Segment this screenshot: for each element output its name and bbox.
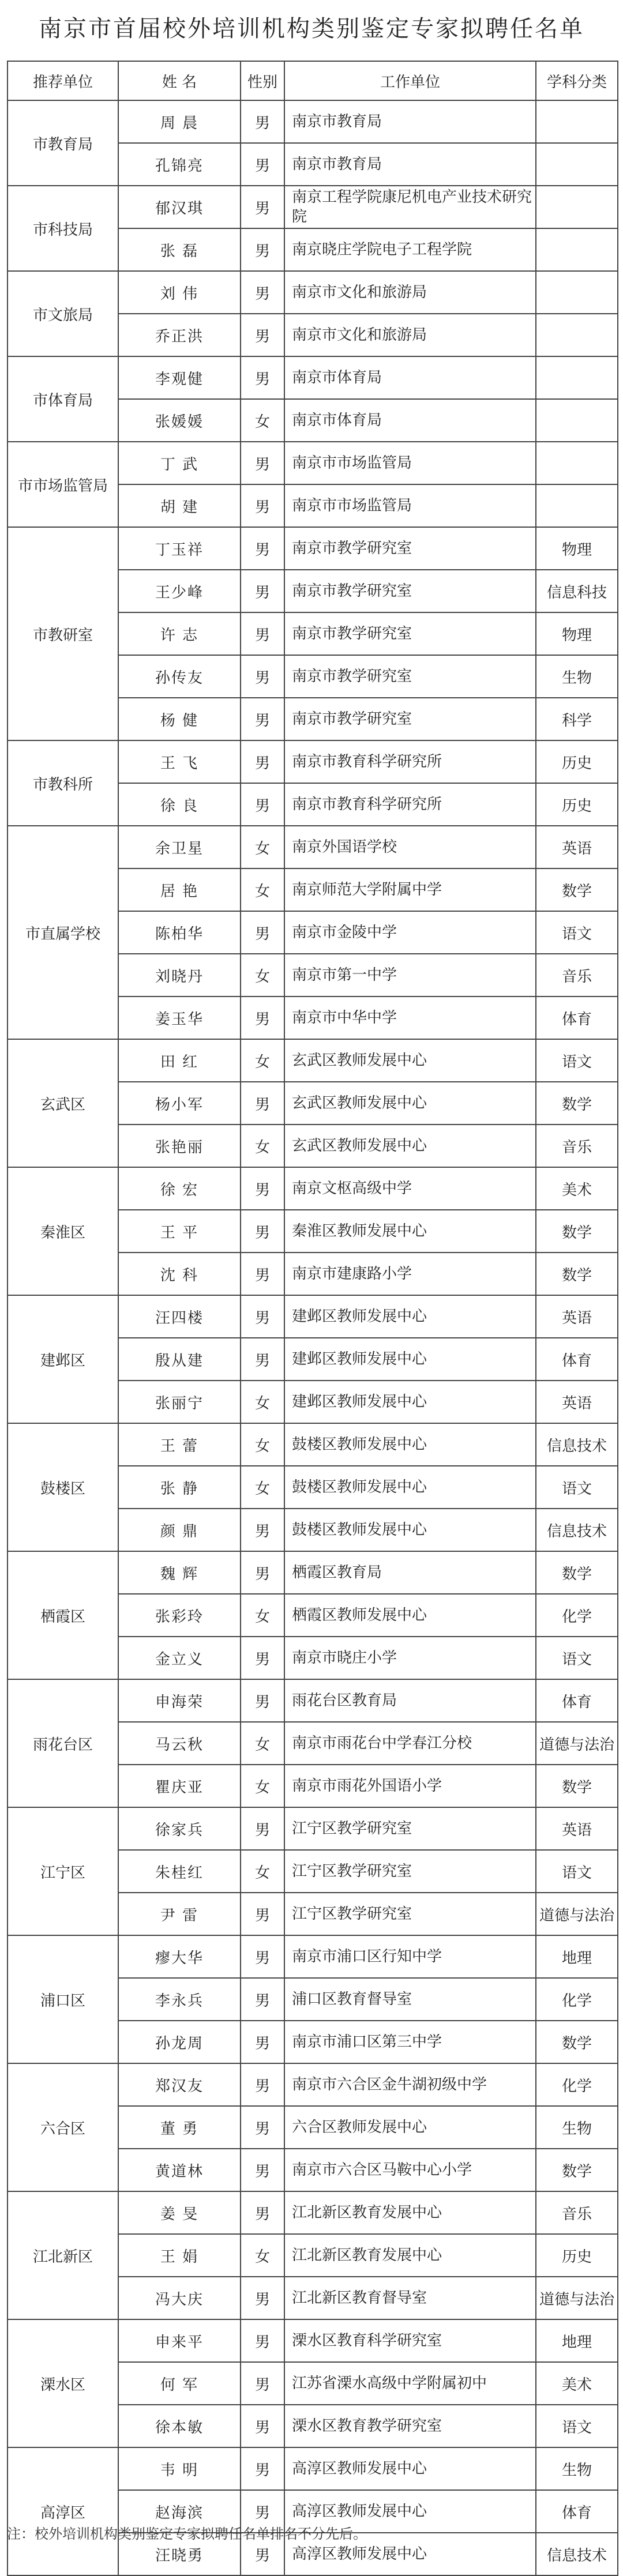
subject-category: 音乐 xyxy=(536,954,618,996)
expert-sex: 男 xyxy=(241,2149,284,2191)
expert-sex: 男 xyxy=(241,2106,284,2149)
recommending-unit: 市教科所 xyxy=(7,740,118,826)
subject-category: 物理 xyxy=(536,527,618,570)
recommending-unit: 鼓楼区 xyxy=(7,1423,118,1551)
subject-category: 道德与法治 xyxy=(536,1722,618,1765)
work-unit: 南京市晓庄小学 xyxy=(284,1637,536,1679)
table-row xyxy=(7,100,618,143)
table-row xyxy=(7,1679,618,1722)
subject-category: 地理 xyxy=(536,1935,618,1978)
subject-category: 信息技术 xyxy=(536,1423,618,1466)
work-unit: 南京市体育局 xyxy=(284,356,536,399)
expert-table xyxy=(7,61,618,2576)
work-unit: 南京市教育局 xyxy=(284,143,536,186)
expert-name: 瘳大华 xyxy=(118,1935,241,1978)
work-unit: 南京市教育局 xyxy=(284,100,536,143)
work-unit: 江苏省溧水高级中学附属初中 xyxy=(284,2362,536,2405)
expert-name: 杨 健 xyxy=(118,698,241,740)
expert-name: 王 蕾 xyxy=(118,1423,241,1466)
work-unit: 建邺区教师发展中心 xyxy=(284,1381,536,1423)
expert-sex: 男 xyxy=(241,2063,284,2106)
subject-category: 科学 xyxy=(536,698,618,740)
subject-category: 英语 xyxy=(536,1381,618,1423)
expert-sex: 男 xyxy=(241,1082,284,1125)
expert-name: 马云秋 xyxy=(118,1722,241,1765)
expert-name: 沈 科 xyxy=(118,1253,241,1295)
expert-sex: 男 xyxy=(241,612,284,655)
subject-category: 数学 xyxy=(536,868,618,911)
work-unit: 南京市教学研究室 xyxy=(284,655,536,698)
table-row xyxy=(7,2319,618,2362)
work-unit: 南京市中华中学 xyxy=(284,996,536,1039)
expert-sex: 男 xyxy=(241,1935,284,1978)
expert-name: 孙传友 xyxy=(118,655,241,698)
expert-name: 何 军 xyxy=(118,2362,241,2405)
expert-name: 申海荣 xyxy=(118,1679,241,1722)
expert-name: 张媛媛 xyxy=(118,399,241,442)
subject-category: 语文 xyxy=(536,1466,618,1509)
expert-sex: 男 xyxy=(241,698,284,740)
expert-sex: 女 xyxy=(241,826,284,868)
recommending-unit: 江北新区 xyxy=(7,2191,118,2319)
subject-category: 体育 xyxy=(536,1338,618,1381)
work-unit: 南京市教学研究室 xyxy=(284,527,536,570)
expert-name: 余卫星 xyxy=(118,826,241,868)
subject-category: 体育 xyxy=(536,1679,618,1722)
footnote: 注：校外培训机构类别鉴定专家拟聘任名单排名不分先后。 xyxy=(7,2526,367,2542)
expert-name: 丁玉祥 xyxy=(118,527,241,570)
table-row xyxy=(7,1551,618,1594)
expert-sex: 男 xyxy=(241,1807,284,1850)
work-unit: 南京市教学研究室 xyxy=(284,570,536,612)
expert-name: 赵海滨 xyxy=(118,2490,241,2533)
header-subject: 学科分类 xyxy=(536,61,618,100)
expert-name: 申来平 xyxy=(118,2319,241,2362)
work-unit: 江宁区教学研究室 xyxy=(284,1893,536,1935)
expert-name: 汪四楼 xyxy=(118,1295,241,1338)
work-unit: 玄武区教师发展中心 xyxy=(284,1125,536,1167)
work-unit: 高淳区教师发展中心 xyxy=(284,2533,536,2575)
expert-name: 朱桂红 xyxy=(118,1850,241,1893)
expert-sex: 女 xyxy=(241,1466,284,1509)
recommending-unit: 江宁区 xyxy=(7,1807,118,1935)
subject-category: 语文 xyxy=(536,2405,618,2447)
expert-sex: 男 xyxy=(241,570,284,612)
work-unit: 南京工程学院康尼机电产业技术研究院 xyxy=(284,186,536,228)
recommending-unit: 市教育局 xyxy=(7,100,118,186)
expert-name: 田 红 xyxy=(118,1039,241,1082)
expert-sex: 男 xyxy=(241,527,284,570)
work-unit: 南京市雨花外国语小学 xyxy=(284,1765,536,1807)
subject-category: 历史 xyxy=(536,783,618,826)
subject-category: 生物 xyxy=(536,2447,618,2490)
work-unit: 南京市浦口区第三中学 xyxy=(284,2021,536,2063)
work-unit: 鼓楼区教师发展中心 xyxy=(284,1509,536,1551)
table-row xyxy=(7,186,618,228)
table-row xyxy=(7,2063,618,2106)
expert-name: 魏 辉 xyxy=(118,1551,241,1594)
expert-sex: 女 xyxy=(241,399,284,442)
subject-category: 英语 xyxy=(536,1807,618,1850)
work-unit: 建邺区教师发展中心 xyxy=(284,1338,536,1381)
expert-name: 王 平 xyxy=(118,1210,241,1253)
subject-category: 美术 xyxy=(536,2362,618,2405)
work-unit: 高淳区教师发展中心 xyxy=(284,2490,536,2533)
expert-name: 瞿庆亚 xyxy=(118,1765,241,1807)
subject-category: 历史 xyxy=(536,740,618,783)
work-unit: 鼓楼区教师发展中心 xyxy=(284,1466,536,1509)
subject-category: 英语 xyxy=(536,826,618,868)
work-unit: 江宁区教学研究室 xyxy=(284,1807,536,1850)
subject-category: 数学 xyxy=(536,2021,618,2063)
expert-name: 韦 明 xyxy=(118,2447,241,2490)
expert-name: 徐 良 xyxy=(118,783,241,826)
expert-name: 颜 鼎 xyxy=(118,1509,241,1551)
expert-sex: 男 xyxy=(241,2319,284,2362)
recommending-unit: 秦淮区 xyxy=(7,1167,118,1295)
subject-category: 语文 xyxy=(536,1637,618,1679)
subject-category xyxy=(536,186,618,228)
expert-sex: 男 xyxy=(241,356,284,399)
table-row xyxy=(7,356,618,399)
expert-sex: 男 xyxy=(241,2191,284,2234)
expert-name: 许 志 xyxy=(118,612,241,655)
subject-category xyxy=(536,143,618,186)
expert-name: 杨小军 xyxy=(118,1082,241,1125)
subject-category: 化学 xyxy=(536,1978,618,2021)
expert-name: 黄道林 xyxy=(118,2149,241,2191)
subject-category xyxy=(536,399,618,442)
expert-sex: 女 xyxy=(241,868,284,911)
expert-name: 王少峰 xyxy=(118,570,241,612)
work-unit: 栖霞区教师发展中心 xyxy=(284,1594,536,1637)
subject-category: 数学 xyxy=(536,2149,618,2191)
expert-sex: 女 xyxy=(241,1039,284,1082)
subject-category: 信息技术 xyxy=(536,1509,618,1551)
expert-name: 王 飞 xyxy=(118,740,241,783)
work-unit: 栖霞区教育局 xyxy=(284,1551,536,1594)
recommending-unit: 市教研室 xyxy=(7,527,118,740)
expert-sex: 男 xyxy=(241,228,284,271)
expert-name: 张彩玲 xyxy=(118,1594,241,1637)
table-row xyxy=(7,2191,618,2234)
expert-name: 胡 建 xyxy=(118,484,241,527)
expert-sex: 男 xyxy=(241,1893,284,1935)
subject-category: 数学 xyxy=(536,1253,618,1295)
expert-name: 姜 旻 xyxy=(118,2191,241,2234)
subject-category: 音乐 xyxy=(536,2191,618,2234)
expert-sex: 男 xyxy=(241,1295,284,1338)
work-unit: 南京晓庄学院电子工程学院 xyxy=(284,228,536,271)
subject-category: 数学 xyxy=(536,1765,618,1807)
recommending-unit: 栖霞区 xyxy=(7,1551,118,1679)
expert-sex: 女 xyxy=(241,1765,284,1807)
expert-name: 张 静 xyxy=(118,1466,241,1509)
work-unit: 南京市市场监管局 xyxy=(284,484,536,527)
recommending-unit: 市体育局 xyxy=(7,356,118,442)
recommending-unit: 市科技局 xyxy=(7,186,118,271)
expert-name: 姜玉华 xyxy=(118,996,241,1039)
expert-sex: 女 xyxy=(241,1125,284,1167)
expert-name: 郁汉琪 xyxy=(118,186,241,228)
table-row xyxy=(7,1807,618,1850)
work-unit: 雨花台区教育局 xyxy=(284,1679,536,1722)
subject-category xyxy=(536,314,618,356)
subject-category: 体育 xyxy=(536,996,618,1039)
expert-sex: 女 xyxy=(241,1850,284,1893)
header-name: 姓 名 xyxy=(118,61,241,100)
subject-category xyxy=(536,100,618,143)
table-row xyxy=(7,271,618,314)
expert-sex: 男 xyxy=(241,1978,284,2021)
expert-sex: 女 xyxy=(241,2234,284,2277)
subject-category xyxy=(536,442,618,484)
work-unit: 南京市建康路小学 xyxy=(284,1253,536,1295)
expert-name: 徐本敏 xyxy=(118,2405,241,2447)
table-row xyxy=(7,1167,618,1210)
table-row xyxy=(7,1039,618,1082)
subject-category: 信息技术 xyxy=(536,2533,618,2575)
subject-category xyxy=(536,484,618,527)
work-unit: 六合区教师发展中心 xyxy=(284,2106,536,2149)
expert-name: 刘晓丹 xyxy=(118,954,241,996)
expert-name: 董 勇 xyxy=(118,2106,241,2149)
subject-category: 体育 xyxy=(536,2490,618,2533)
subject-category xyxy=(536,356,618,399)
header-org: 工作单位 xyxy=(284,61,536,100)
table-row xyxy=(7,826,618,868)
expert-sex: 男 xyxy=(241,1679,284,1722)
work-unit: 南京市浦口区行知中学 xyxy=(284,1935,536,1978)
expert-name: 汪晓勇 xyxy=(118,2533,241,2575)
expert-sex: 男 xyxy=(241,2405,284,2447)
subject-category: 化学 xyxy=(536,2063,618,2106)
expert-sex: 女 xyxy=(241,1381,284,1423)
subject-category: 信息科技 xyxy=(536,570,618,612)
table-row xyxy=(7,442,618,484)
expert-name: 徐家兵 xyxy=(118,1807,241,1850)
expert-name: 周 晨 xyxy=(118,100,241,143)
work-unit: 南京市雨花台中学春江分校 xyxy=(284,1722,536,1765)
subject-category: 生物 xyxy=(536,2106,618,2149)
expert-sex: 男 xyxy=(241,783,284,826)
expert-sex: 男 xyxy=(241,2362,284,2405)
work-unit: 南京师范大学附属中学 xyxy=(284,868,536,911)
work-unit: 溧水区教育教学研究室 xyxy=(284,2405,536,2447)
expert-name: 冯大庆 xyxy=(118,2277,241,2319)
table-row xyxy=(7,527,618,570)
work-unit: 鼓楼区教师发展中心 xyxy=(284,1423,536,1466)
table-row xyxy=(7,740,618,783)
work-unit: 南京市第一中学 xyxy=(284,954,536,996)
recommending-unit: 市市场监管局 xyxy=(7,442,118,527)
work-unit: 南京外国语学校 xyxy=(284,826,536,868)
expert-sex: 男 xyxy=(241,314,284,356)
work-unit: 南京市金陵中学 xyxy=(284,911,536,954)
expert-sex: 男 xyxy=(241,100,284,143)
expert-name: 孔锦亮 xyxy=(118,143,241,186)
expert-name: 张艳丽 xyxy=(118,1125,241,1167)
work-unit: 玄武区教师发展中心 xyxy=(284,1039,536,1082)
work-unit: 浦口区教育督导室 xyxy=(284,1978,536,2021)
expert-sex: 女 xyxy=(241,1594,284,1637)
expert-name: 殷从建 xyxy=(118,1338,241,1381)
expert-sex: 女 xyxy=(241,954,284,996)
subject-category: 语文 xyxy=(536,1039,618,1082)
work-unit: 溧水区教育科学研究室 xyxy=(284,2319,536,2362)
page-title: 南京市首届校外培训机构类别鉴定专家拟聘任名单 xyxy=(39,16,584,42)
expert-sex: 女 xyxy=(241,1423,284,1466)
table-header-row xyxy=(7,61,618,100)
work-unit: 南京市六合区马鞍中心小学 xyxy=(284,2149,536,2191)
subject-category: 数学 xyxy=(536,1082,618,1125)
expert-name: 乔正洪 xyxy=(118,314,241,356)
subject-category: 物理 xyxy=(536,612,618,655)
subject-category: 数学 xyxy=(536,1551,618,1594)
subject-category: 语文 xyxy=(536,1850,618,1893)
expert-name: 居 艳 xyxy=(118,868,241,911)
expert-name: 丁 武 xyxy=(118,442,241,484)
subject-category xyxy=(536,271,618,314)
expert-sex: 女 xyxy=(241,1722,284,1765)
work-unit: 南京市体育局 xyxy=(284,399,536,442)
work-unit: 江北新区教育发展中心 xyxy=(284,2191,536,2234)
expert-sex: 男 xyxy=(241,2277,284,2319)
recommending-unit: 建邺区 xyxy=(7,1295,118,1423)
subject-category: 历史 xyxy=(536,2234,618,2277)
expert-sex: 男 xyxy=(241,655,284,698)
expert-name: 王 娟 xyxy=(118,2234,241,2277)
subject-category: 语文 xyxy=(536,911,618,954)
expert-sex: 男 xyxy=(241,186,284,228)
expert-sex: 男 xyxy=(241,911,284,954)
expert-sex: 男 xyxy=(241,1253,284,1295)
recommending-unit: 雨花台区 xyxy=(7,1679,118,1807)
work-unit: 南京市市场监管局 xyxy=(284,442,536,484)
expert-sex: 男 xyxy=(241,1167,284,1210)
subject-category: 地理 xyxy=(536,2319,618,2362)
expert-name: 尹 雷 xyxy=(118,1893,241,1935)
expert-sex: 男 xyxy=(241,2447,284,2490)
work-unit: 江北新区教育发展中心 xyxy=(284,2234,536,2277)
work-unit: 南京市教育科学研究所 xyxy=(284,740,536,783)
table-body xyxy=(7,100,618,2575)
expert-sex: 男 xyxy=(241,143,284,186)
work-unit: 南京市教育科学研究所 xyxy=(284,783,536,826)
expert-name: 张 磊 xyxy=(118,228,241,271)
subject-category: 道德与法治 xyxy=(536,2277,618,2319)
subject-category xyxy=(536,228,618,271)
table-row xyxy=(7,1423,618,1466)
recommending-unit: 市直属学校 xyxy=(7,826,118,1039)
subject-category: 美术 xyxy=(536,1167,618,1210)
work-unit: 南京市文化和旅游局 xyxy=(284,271,536,314)
expert-sex: 男 xyxy=(241,1210,284,1253)
subject-category: 生物 xyxy=(536,655,618,698)
work-unit: 南京文枢高级中学 xyxy=(284,1167,536,1210)
recommending-unit: 市文旅局 xyxy=(7,271,118,356)
expert-sex: 男 xyxy=(241,1551,284,1594)
expert-name: 刘 伟 xyxy=(118,271,241,314)
recommending-unit: 高淳区 xyxy=(7,2447,118,2575)
table-row xyxy=(7,1935,618,1978)
expert-sex: 男 xyxy=(241,1338,284,1381)
table-row xyxy=(7,1295,618,1338)
expert-sex: 男 xyxy=(241,442,284,484)
work-unit: 玄武区教师发展中心 xyxy=(284,1082,536,1125)
expert-sex: 男 xyxy=(241,2490,284,2533)
work-unit: 江北新区教育督导室 xyxy=(284,2277,536,2319)
subject-category: 音乐 xyxy=(536,1125,618,1167)
expert-name: 徐 宏 xyxy=(118,1167,241,1210)
expert-name: 张丽宁 xyxy=(118,1381,241,1423)
expert-name: 金立义 xyxy=(118,1637,241,1679)
expert-sex: 男 xyxy=(241,1637,284,1679)
expert-sex: 男 xyxy=(241,484,284,527)
expert-sex: 男 xyxy=(241,740,284,783)
expert-sex: 男 xyxy=(241,2533,284,2575)
work-unit: 高淳区教师发展中心 xyxy=(284,2447,536,2490)
work-unit: 秦淮区教师发展中心 xyxy=(284,1210,536,1253)
expert-name: 郑汉友 xyxy=(118,2063,241,2106)
work-unit: 江宁区教学研究室 xyxy=(284,1850,536,1893)
subject-category: 化学 xyxy=(536,1594,618,1637)
expert-sex: 男 xyxy=(241,271,284,314)
table-row xyxy=(7,2447,618,2490)
expert-name: 李永兵 xyxy=(118,1978,241,2021)
expert-name: 孙龙周 xyxy=(118,2021,241,2063)
expert-name: 李观健 xyxy=(118,356,241,399)
work-unit: 南京市六合区金牛湖初级中学 xyxy=(284,2063,536,2106)
recommending-unit: 玄武区 xyxy=(7,1039,118,1167)
expert-name: 陈柏华 xyxy=(118,911,241,954)
expert-sex: 男 xyxy=(241,996,284,1039)
work-unit: 南京市文化和旅游局 xyxy=(284,314,536,356)
subject-category: 道德与法治 xyxy=(536,1893,618,1935)
work-unit: 南京市教学研究室 xyxy=(284,698,536,740)
subject-category: 英语 xyxy=(536,1295,618,1338)
recommending-unit: 浦口区 xyxy=(7,1935,118,2063)
work-unit: 南京市教学研究室 xyxy=(284,612,536,655)
subject-category: 数学 xyxy=(536,1210,618,1253)
header-sex: 性别 xyxy=(241,61,284,100)
expert-sex: 男 xyxy=(241,1509,284,1551)
expert-sex: 男 xyxy=(241,2021,284,2063)
recommending-unit: 六合区 xyxy=(7,2063,118,2191)
work-unit: 建邺区教师发展中心 xyxy=(284,1295,536,1338)
recommending-unit: 溧水区 xyxy=(7,2319,118,2447)
header-unit: 推荐单位 xyxy=(7,61,118,100)
